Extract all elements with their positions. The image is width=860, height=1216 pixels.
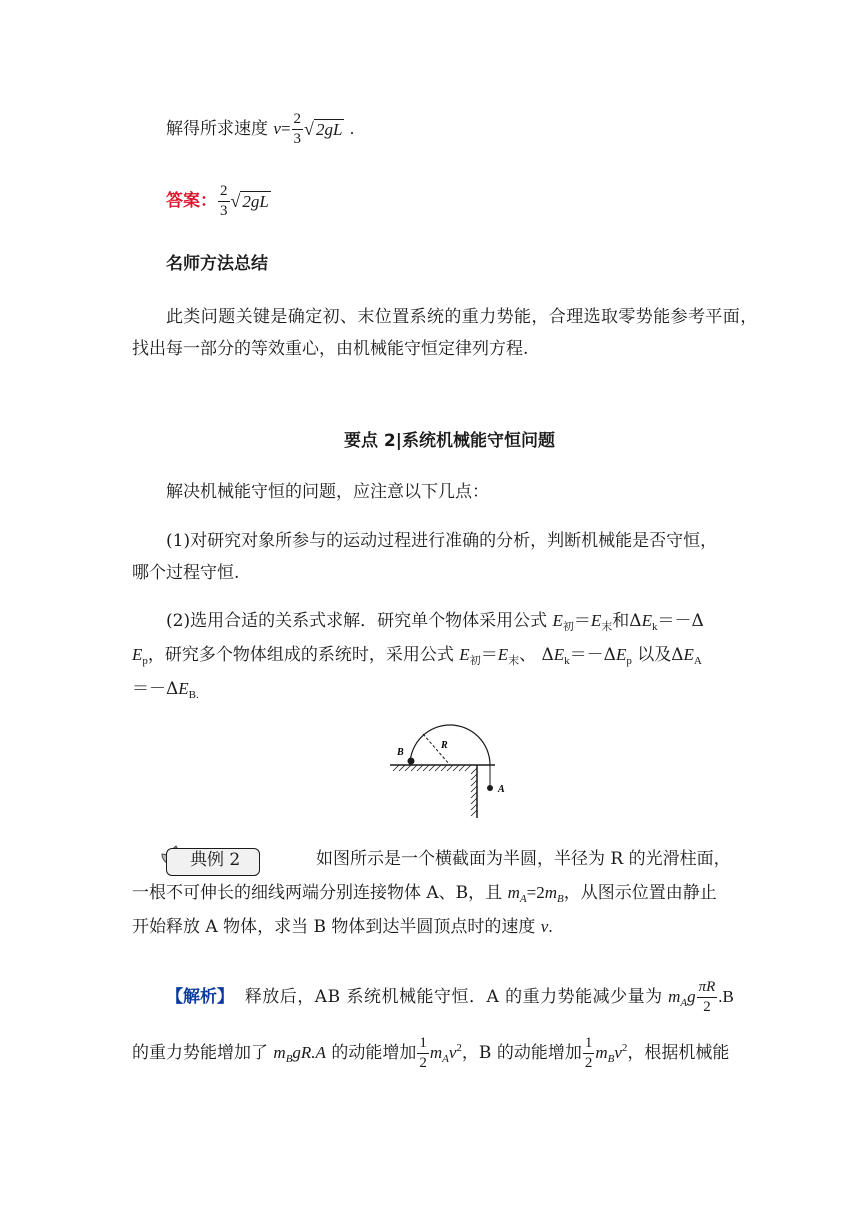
label-r: R bbox=[441, 740, 448, 751]
answer-line bbox=[166, 184, 271, 219]
point2-line1: (2)选用合适的关系式求解．研究单个物体采用公式 $E_初=E_末$和$\Delta E_k=-\Delta$ bbox=[166, 611, 704, 633]
period: . bbox=[349, 119, 355, 138]
semicircle-figure bbox=[385, 712, 525, 822]
example-line1: 如图所示是一个横截面为半圆，半径为 R 的光滑柱面， bbox=[316, 849, 731, 869]
point1-line2: 哪个过程守恒. bbox=[132, 563, 240, 583]
mass-b bbox=[408, 758, 415, 765]
method-text-1: 此类问题关键是确定初、末位置系统的重力势能，合理选取零势能参考平面， bbox=[166, 307, 758, 327]
method-text-2: 找出每一部分的等效重心，由机械能守恒定律列方程. bbox=[132, 339, 529, 359]
solution-intro: 解得所求速度 bbox=[166, 119, 268, 139]
analysis-line2: 的重力势能增加了 $m_BgR.A$ 的动能增加 $\frac{1}{2}$ $m_Av^2$，B 的动能增加 $\frac{1}{2}$ $m_Bv^2$，根据机械能 bbox=[132, 1035, 730, 1071]
answer-label: 答案： bbox=[166, 191, 217, 211]
analysis-label: 【解析】 bbox=[166, 987, 234, 1007]
section-title: 要点 2|系统机械能守恒问题 bbox=[344, 431, 555, 451]
semicircle bbox=[410, 725, 490, 765]
label-b: B bbox=[397, 747, 404, 758]
fraction-2-3: $\frac{2}{3}$ bbox=[293, 111, 302, 147]
mass-a bbox=[487, 785, 493, 791]
fraction-piR-2: $\frac{\pi R}{2}$ bbox=[698, 979, 716, 1015]
solution-line bbox=[166, 112, 354, 147]
sqrt-2gL: √ 2gL bbox=[304, 119, 343, 139]
example-line3: 开始释放 A 物体，求当 B 物体到达半圆顶点时的速度 v. bbox=[132, 917, 553, 937]
answer-fraction: $\frac{2}{3}$ bbox=[220, 183, 228, 219]
example-line2: 一根不可伸长的细线两端分别连接物体 A、B，且 $m_A=2m_B$，从图示位置由静止 bbox=[132, 883, 717, 905]
label-a: A bbox=[498, 784, 505, 795]
method-title: 名师方法总结 bbox=[166, 254, 268, 274]
fraction-half-b: $\frac{1}{2}$ bbox=[584, 1035, 593, 1071]
analysis-line1: 【解析】 释放后，AB 系统机械能守恒．A 的重力势能减少量为 $m_Ag$ $\frac{\pi R}{2}$ .B bbox=[166, 979, 734, 1015]
point1-line1: (1)对研究对象所参与的运动过程进行准确的分析，判断机械能是否守恒， bbox=[166, 531, 718, 551]
answer-sqrt: √ 2gL bbox=[230, 191, 269, 211]
var-v: v bbox=[273, 119, 281, 138]
point2-line3: $=-\Delta E_{B.}$ bbox=[132, 679, 199, 701]
example-label: 典例 2 bbox=[190, 850, 241, 870]
equals: = bbox=[280, 119, 291, 138]
point2-line2: $E_p$，研究多个物体组成的系统时，采用公式 $E_初=E_末$、 $\Delta E_k=-\Delta E_p$ 以及$\Delta E_A$ bbox=[132, 645, 702, 667]
fraction-half-a: $\frac{1}{2}$ bbox=[419, 1035, 427, 1071]
section-intro: 解决机械能守恒的问题，应注意以下几点： bbox=[166, 482, 489, 502]
